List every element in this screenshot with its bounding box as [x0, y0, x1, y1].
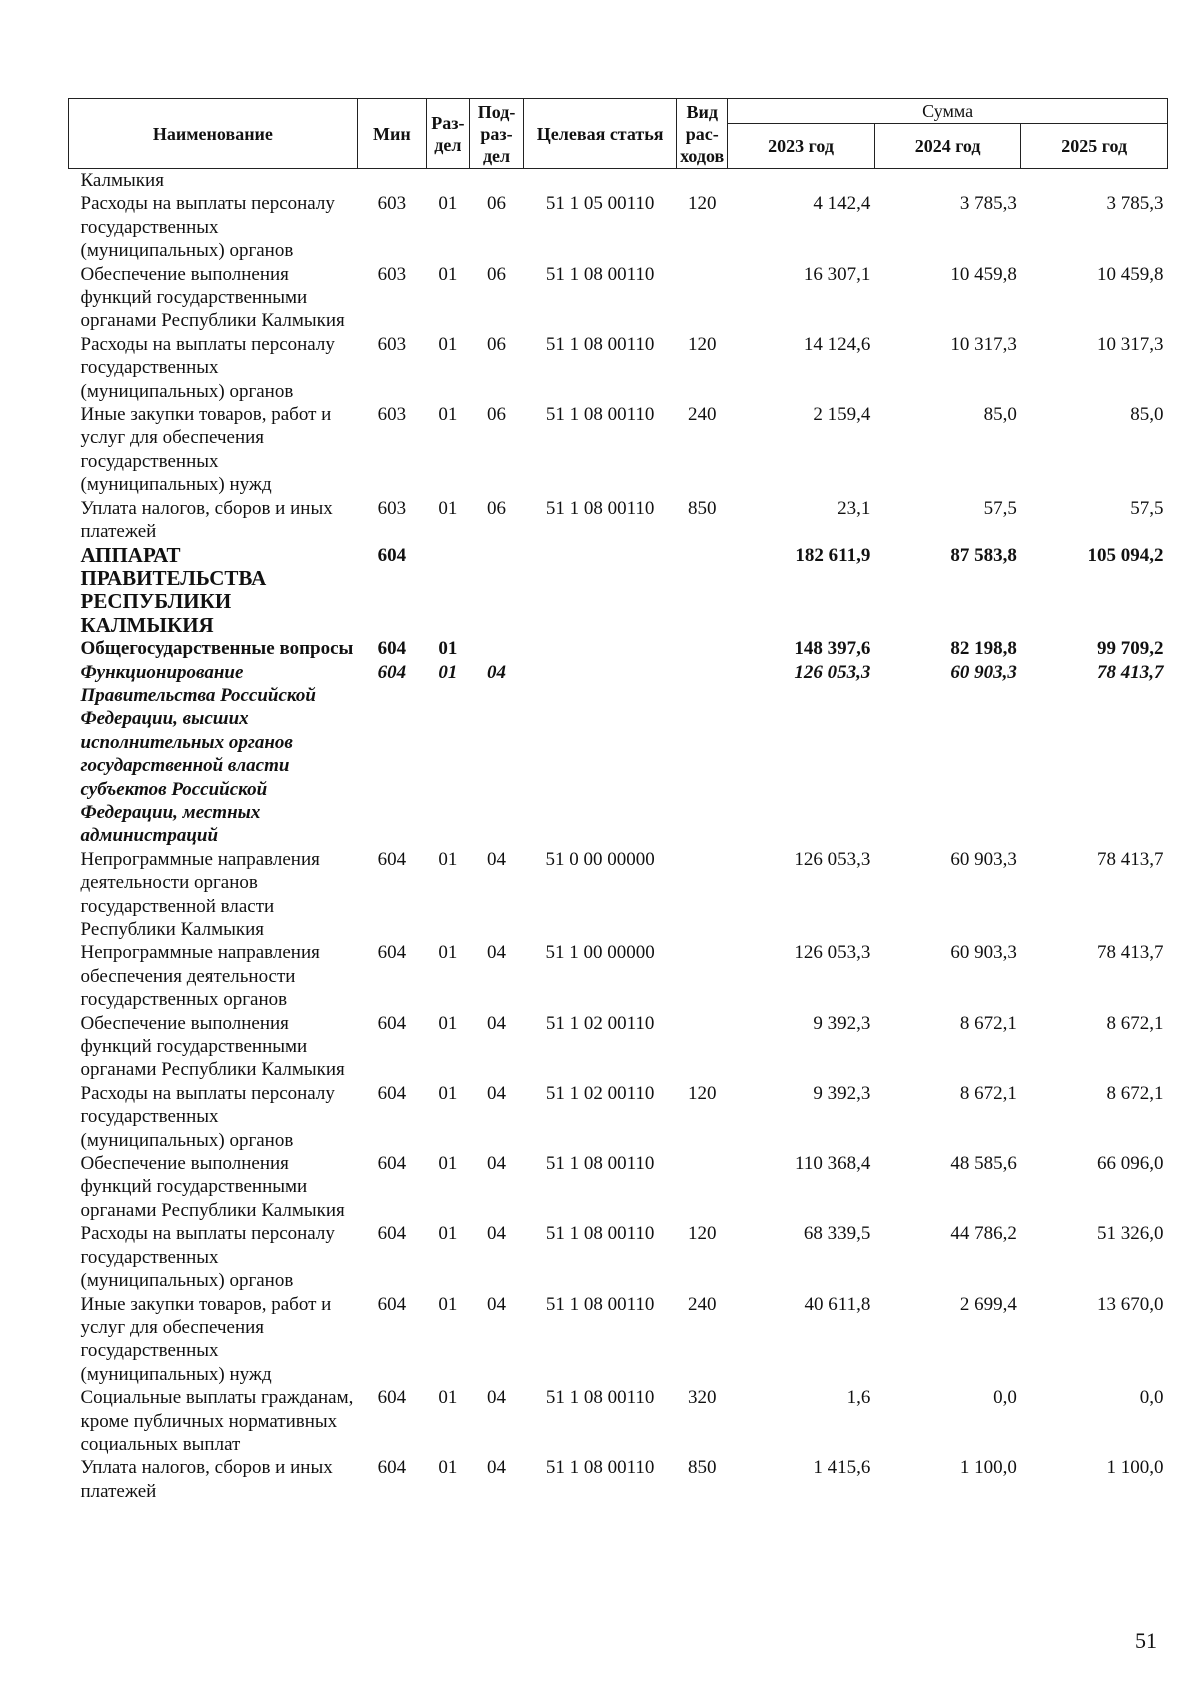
cell-2023: 23,1 — [837, 497, 871, 519]
cell-name: Обеспечение выполнения функций государственными органами Республики Калмыкия — [80, 263, 345, 332]
cell-2023: 110 368,4 — [795, 1153, 871, 1175]
cell-razdel: 01 — [438, 263, 458, 285]
cell-name: Обеспечение выполнения функций государственными органами Республики Калмыкия — [80, 1153, 345, 1221]
cell-razdel — [426, 544, 469, 638]
cell-statya: 51 1 08 00110 — [545, 263, 655, 285]
cell-name: АППАРАТ ПРАВИТЕЛЬСТВА РЕСПУБЛИКИ КАЛМЫКИЯ — [80, 542, 267, 637]
cell-2025: 51 326,0 — [1097, 1223, 1164, 1245]
cell-razdel: 01 — [438, 404, 458, 426]
cell-vid — [677, 544, 728, 638]
cell-min: 604 — [377, 848, 407, 870]
cell-2024: 82 198,8 — [950, 638, 1017, 660]
cell-name: Уплата налогов, сборов и иных платежей — [80, 1457, 333, 1502]
cell-podrazdel: 04 — [487, 661, 507, 683]
cell-podrazdel: 04 — [487, 1387, 507, 1409]
cell-2025: 78 413,7 — [1097, 848, 1164, 870]
cell-statya: 51 1 08 00110 — [545, 1153, 655, 1175]
cell-podrazdel — [469, 637, 523, 660]
cell-min: 603 — [377, 497, 407, 519]
cell-2023: 9 392,3 — [813, 1082, 871, 1104]
cell-razdel: 01 — [438, 1082, 458, 1104]
cell-vid — [677, 169, 728, 193]
cell-2025: 78 413,7 — [1097, 661, 1164, 683]
cell-razdel: 01 — [438, 333, 458, 355]
table-row — [69, 941, 1168, 1011]
table-row — [69, 637, 1168, 660]
cell-2025: 66 096,0 — [1097, 1153, 1164, 1175]
cell-2024: 3 785,3 — [959, 193, 1017, 215]
cell-2023 — [728, 169, 875, 193]
cell-podrazdel: 04 — [487, 1012, 507, 1034]
cell-2025 — [1021, 169, 1168, 193]
table-body — [69, 169, 1168, 1504]
cell-podrazdel — [469, 544, 523, 638]
cell-razdel: 01 — [438, 1457, 458, 1479]
cell-name: Непрограммные направления деятельности органов государственной власти Республики Калмыкия — [80, 848, 320, 940]
header-statya: Целевая статья — [524, 99, 677, 169]
cell-vid — [677, 941, 728, 1011]
cell-vid: 120 — [687, 1223, 717, 1245]
cell-min: 604 — [377, 1387, 407, 1409]
budget-table — [68, 98, 1168, 1503]
table-row — [69, 263, 1168, 333]
cell-statya: 51 1 08 00110 — [545, 404, 655, 426]
cell-statya: 51 1 08 00110 — [545, 497, 655, 519]
cell-podrazdel: 06 — [487, 263, 507, 285]
cell-razdel: 01 — [438, 497, 458, 519]
cell-vid — [677, 848, 728, 942]
cell-statya: 51 1 08 00110 — [545, 1387, 655, 1409]
cell-statya: 51 1 02 00110 — [545, 1082, 655, 1104]
cell-2024: 60 903,3 — [950, 661, 1017, 683]
cell-statya: 51 1 05 00110 — [545, 193, 655, 215]
table-row — [69, 403, 1168, 497]
header-razdel: Раз-дел — [426, 99, 469, 169]
cell-2023: 40 611,8 — [804, 1293, 871, 1315]
cell-2023: 126 053,3 — [794, 661, 871, 683]
cell-name: Обеспечение выполнения функций государственными органами Республики Калмыкия — [80, 1012, 345, 1081]
cell-vid: 320 — [687, 1387, 717, 1409]
cell-name: Расходы на выплаты персоналу государственных (муниципальных) органов — [80, 1082, 335, 1151]
cell-podrazdel: 04 — [487, 1293, 507, 1315]
cell-vid — [677, 1152, 728, 1222]
cell-podrazdel: 06 — [487, 497, 507, 519]
cell-min: 604 — [377, 942, 407, 964]
cell-min: 604 — [377, 1012, 407, 1034]
cell-podrazdel: 04 — [487, 1082, 507, 1104]
cell-2023: 2 159,4 — [813, 404, 871, 426]
cell-name: Калмыкия — [80, 170, 164, 191]
cell-statya — [524, 544, 677, 638]
cell-2024: 85,0 — [983, 404, 1017, 426]
cell-razdel: 01 — [438, 1293, 458, 1315]
cell-2023: 4 142,4 — [813, 193, 871, 215]
cell-vid: 120 — [687, 333, 717, 355]
cell-vid — [677, 661, 728, 848]
cell-name: Функционирование Правительства Российской Федерации, высших исполнительных органов государственной власти субъектов Российской Федерации, местных администраций — [80, 661, 316, 847]
cell-2024: 1 100,0 — [959, 1457, 1017, 1479]
cell-podrazdel: 04 — [487, 1223, 507, 1245]
cell-razdel: 01 — [438, 638, 458, 660]
cell-razdel — [426, 169, 469, 193]
cell-vid: 120 — [687, 193, 717, 215]
cell-2024: 8 672,1 — [959, 1082, 1017, 1104]
cell-vid — [677, 263, 728, 333]
cell-min — [357, 169, 426, 193]
header-year-2024: 2024 год — [874, 124, 1021, 169]
cell-name: Расходы на выплаты персоналу государственных (муниципальных) органов — [80, 193, 335, 262]
cell-min: 604 — [377, 1082, 407, 1104]
cell-statya: 51 1 08 00110 — [545, 1457, 655, 1479]
cell-2025: 8 672,1 — [1106, 1082, 1164, 1104]
table-row — [69, 333, 1168, 403]
table-row — [69, 848, 1168, 942]
cell-vid: 240 — [687, 404, 717, 426]
cell-podrazdel: 04 — [487, 942, 507, 964]
cell-2025: 1 100,0 — [1106, 1457, 1164, 1479]
cell-razdel: 01 — [438, 1387, 458, 1409]
cell-name: Расходы на выплаты персоналу государственных (муниципальных) органов — [80, 1223, 335, 1292]
table-row — [69, 497, 1168, 544]
cell-vid: 850 — [687, 497, 717, 519]
cell-2023: 126 053,3 — [794, 942, 871, 964]
header-min: Мин — [357, 99, 426, 169]
header-podrazdel: Под-раз-дел — [469, 99, 523, 169]
page-number: 51 — [1135, 1628, 1157, 1653]
table-row — [69, 1152, 1168, 1222]
cell-min: 603 — [377, 333, 407, 355]
table-row — [69, 661, 1168, 848]
cell-vid — [677, 637, 728, 660]
cell-2025: 78 413,7 — [1097, 942, 1164, 964]
cell-statya: 51 1 00 00000 — [545, 942, 655, 964]
table-row — [69, 169, 1168, 193]
table-row — [69, 544, 1168, 638]
table-row — [69, 1386, 1168, 1456]
cell-vid: 120 — [687, 1082, 717, 1104]
cell-razdel: 01 — [438, 1153, 458, 1175]
cell-podrazdel: 04 — [487, 1457, 507, 1479]
cell-name: Непрограммные направления обеспечения деятельности государственных органов — [80, 942, 320, 1011]
cell-2023: 16 307,1 — [803, 263, 871, 285]
cell-razdel: 01 — [438, 942, 458, 964]
cell-statya: 51 1 02 00110 — [545, 1012, 655, 1034]
header-vid: Вид рас-ходов — [677, 99, 728, 169]
cell-2025: 105 094,2 — [1087, 544, 1164, 566]
header-year-2025: 2025 год — [1021, 124, 1168, 169]
cell-razdel: 01 — [438, 848, 458, 870]
cell-statya: 51 1 08 00110 — [545, 1223, 655, 1245]
cell-2025: 13 670,0 — [1097, 1293, 1164, 1315]
table-row — [69, 1012, 1168, 1082]
cell-podrazdel: 06 — [487, 404, 507, 426]
cell-2025: 85,0 — [1130, 404, 1164, 426]
table-row — [69, 192, 1168, 262]
cell-2024: 87 583,8 — [950, 544, 1017, 566]
cell-podrazdel: 06 — [487, 193, 507, 215]
cell-statya: 51 1 08 00110 — [545, 333, 655, 355]
cell-name: Иные закупки товаров, работ и услуг для обеспечения государственных (муниципальных) нужд — [80, 1293, 332, 1385]
cell-min: 604 — [377, 1293, 407, 1315]
cell-razdel: 01 — [438, 193, 458, 215]
cell-vid — [677, 1012, 728, 1082]
cell-name: Социальные выплаты гражданам, кроме публичных нормативных социальных выплат — [80, 1387, 354, 1455]
table-row — [69, 1456, 1168, 1503]
cell-statya — [524, 661, 677, 848]
header-name: Наименование — [69, 99, 358, 169]
table-row — [69, 1082, 1168, 1152]
cell-2025: 0,0 — [1139, 1387, 1164, 1409]
cell-min: 604 — [377, 544, 407, 566]
table-row — [69, 1222, 1168, 1292]
cell-2024: 60 903,3 — [950, 848, 1017, 870]
table-row — [69, 1293, 1168, 1387]
cell-2023: 9 392,3 — [813, 1012, 871, 1034]
cell-2024: 44 786,2 — [950, 1223, 1017, 1245]
cell-2023: 68 339,5 — [803, 1223, 871, 1245]
cell-podrazdel: 06 — [487, 333, 507, 355]
cell-podrazdel — [469, 169, 523, 193]
cell-statya — [524, 169, 677, 193]
cell-2023: 1 415,6 — [813, 1457, 871, 1479]
cell-min: 603 — [377, 263, 407, 285]
cell-2023: 1,6 — [846, 1387, 871, 1409]
cell-2024: 60 903,3 — [950, 942, 1017, 964]
cell-min: 604 — [377, 1457, 407, 1479]
cell-2024: 57,5 — [983, 497, 1017, 519]
cell-razdel: 01 — [438, 1012, 458, 1034]
cell-2023: 182 611,9 — [795, 544, 871, 566]
cell-min: 604 — [377, 1223, 407, 1245]
cell-2025: 8 672,1 — [1106, 1012, 1164, 1034]
cell-name: Расходы на выплаты персоналу государственных (муниципальных) органов — [80, 333, 335, 402]
cell-2025: 3 785,3 — [1106, 193, 1164, 215]
cell-min: 603 — [377, 193, 407, 215]
cell-min: 604 — [377, 638, 407, 660]
cell-2024: 10 317,3 — [950, 333, 1017, 355]
cell-2025: 57,5 — [1130, 497, 1164, 519]
cell-name: Общегосударственные вопросы — [80, 638, 354, 660]
cell-statya — [524, 637, 677, 660]
cell-name: Иные закупки товаров, работ и услуг для обеспечения государственных (муниципальных) нужд — [80, 404, 332, 496]
cell-vid: 850 — [687, 1457, 717, 1479]
cell-podrazdel: 04 — [487, 848, 507, 870]
cell-statya: 51 0 00 00000 — [545, 848, 655, 870]
cell-min: 603 — [377, 404, 407, 426]
cell-2024: 48 585,6 — [950, 1153, 1017, 1175]
cell-2024: 0,0 — [993, 1387, 1017, 1409]
header-year-2023: 2023 год — [728, 124, 875, 169]
cell-2025: 10 317,3 — [1097, 333, 1164, 355]
cell-2023: 148 397,6 — [794, 638, 871, 660]
cell-2025: 10 459,8 — [1097, 263, 1164, 285]
cell-razdel: 01 — [438, 661, 458, 683]
cell-2023: 126 053,3 — [794, 848, 871, 870]
cell-statya: 51 1 08 00110 — [545, 1293, 655, 1315]
cell-min: 604 — [377, 661, 407, 683]
cell-razdel: 01 — [438, 1223, 458, 1245]
cell-vid: 240 — [687, 1293, 717, 1315]
cell-name: Уплата налогов, сборов и иных платежей — [80, 497, 333, 543]
header-summa: Сумма — [728, 99, 1168, 124]
cell-2023: 14 124,6 — [803, 333, 871, 355]
cell-2024 — [874, 169, 1021, 193]
cell-2024: 8 672,1 — [959, 1012, 1017, 1034]
cell-min: 604 — [377, 1153, 407, 1175]
cell-2024: 2 699,4 — [959, 1293, 1017, 1315]
cell-2024: 10 459,8 — [950, 263, 1017, 285]
cell-podrazdel: 04 — [487, 1153, 507, 1175]
cell-2025: 99 709,2 — [1097, 638, 1164, 660]
